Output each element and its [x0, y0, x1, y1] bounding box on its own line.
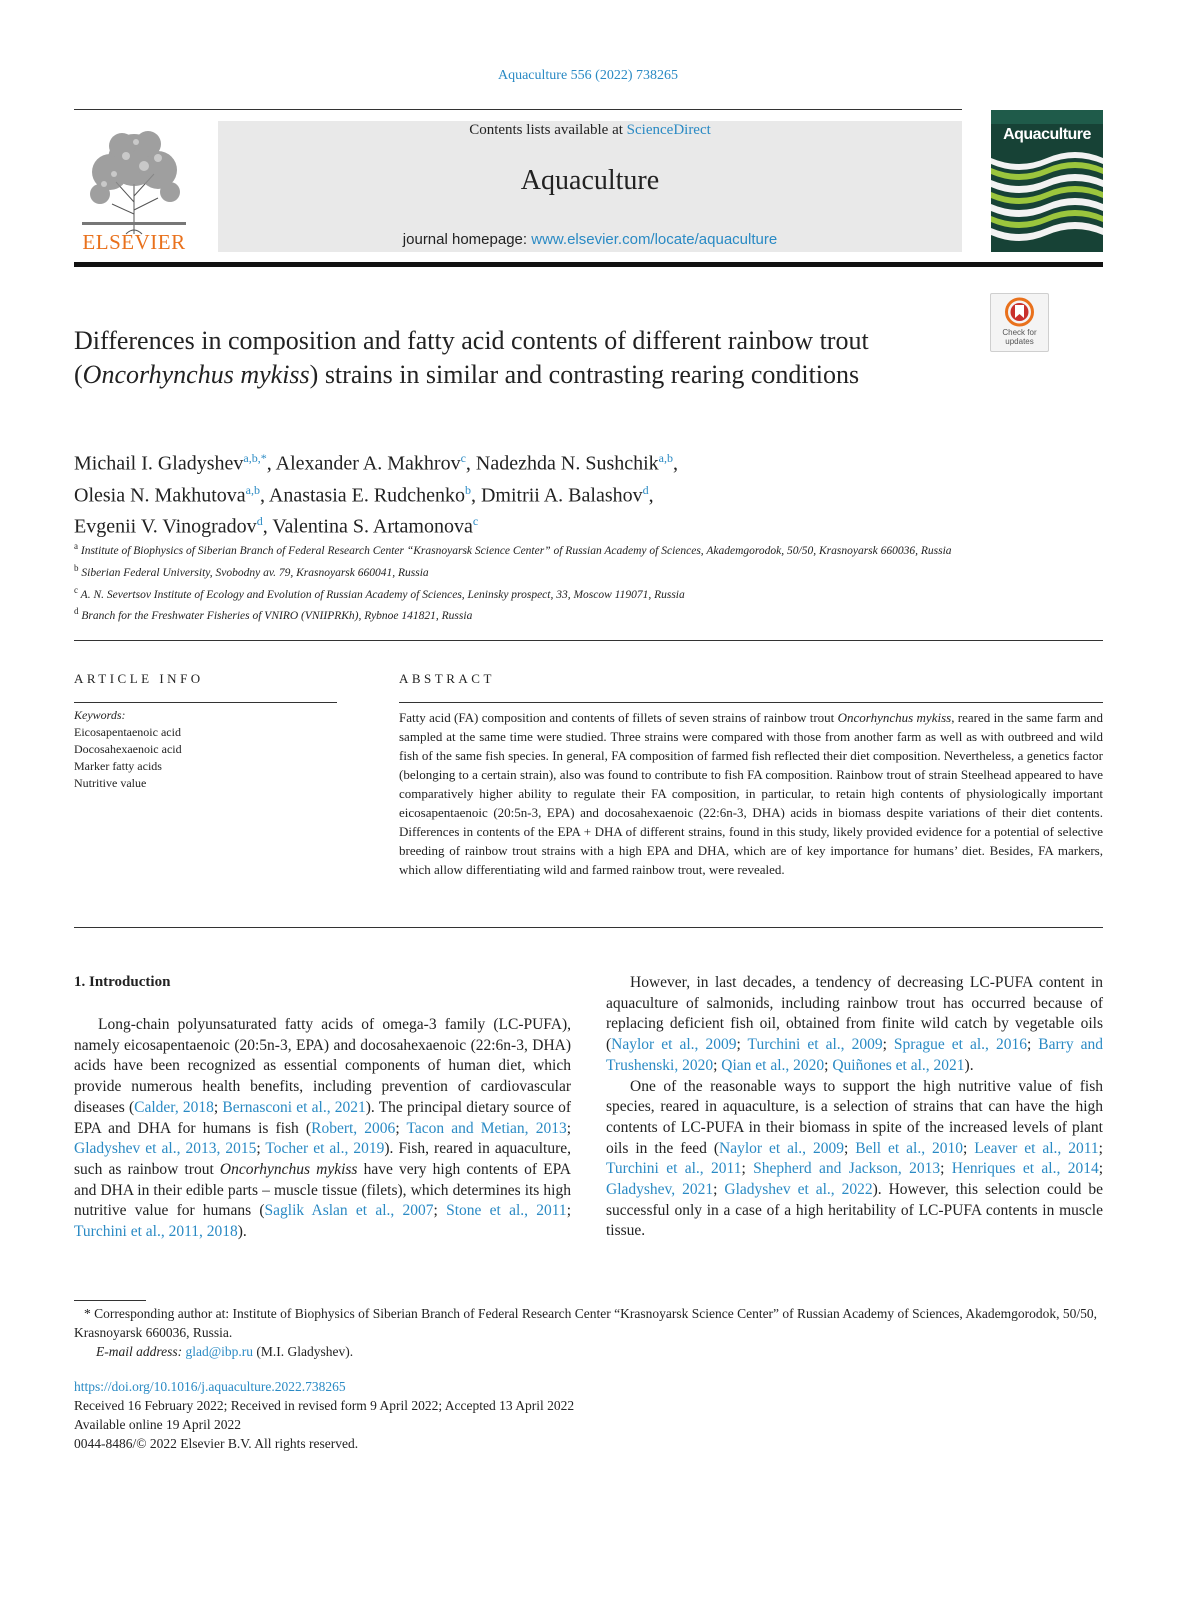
article-info-rule	[74, 702, 337, 703]
abstract-part-1: Fatty acid (FA) composition and contents of fillets of seven strains of rainbow trout	[399, 710, 838, 725]
author[interactable]: Evgenii V. Vinogradov	[74, 515, 257, 538]
text-run: ;	[433, 1202, 447, 1220]
affiliation-list	[74, 538, 954, 625]
contents-line	[218, 122, 962, 139]
author-affiliation-marker[interactable]: a,b	[658, 451, 673, 465]
right-column	[606, 973, 1103, 1242]
affiliation-label: b	[74, 562, 79, 573]
doi-link[interactable]: https://doi.org/10.1016/j.aquaculture.2022.738265	[74, 1379, 346, 1394]
text-run: ;	[566, 1119, 572, 1137]
citation-link[interactable]: Gladyshev, 2021	[606, 1181, 714, 1199]
article-title	[74, 324, 954, 392]
email-owner: (M.I. Gladyshev).	[256, 1344, 354, 1359]
left-column	[74, 1015, 571, 1243]
abstract-rule	[399, 702, 1103, 703]
author[interactable]: Alexander A. Makhrov	[275, 452, 461, 475]
keywords-label: Keywords:	[74, 708, 126, 722]
email-link[interactable]: glad@ibp.ru	[185, 1344, 254, 1359]
author[interactable]: Michail I. Gladyshev	[74, 452, 244, 475]
citation-link[interactable]: Naylor et al., 2009	[611, 1036, 737, 1054]
article-info-heading: ARTICLE INFO	[74, 671, 204, 686]
citation-link[interactable]: Bell et al., 2010	[855, 1139, 964, 1157]
footnote-star: *	[84, 1306, 91, 1321]
citation-link[interactable]: Saglik Aslan et al., 2007	[264, 1202, 434, 1220]
email-label: E-mail address:	[96, 1344, 183, 1359]
journal-cover[interactable]	[991, 110, 1103, 252]
author-affiliation-marker[interactable]: d	[256, 514, 263, 529]
header-thick-rule	[74, 262, 1103, 267]
affiliation-rule	[74, 640, 1103, 641]
author-list: Michail I. Gladyshev$^{a,b,*}$, Alexander A. Makhrov$^c$, Nadezhda N. Sushchik$^{a,b}$, Olesia N. Makhutova$^{a,b}$, Anastasia E. Rudchenko$^b$, Dmitrii A. Balashov$^d$, Evgenii V. Vinogradov$^d$, Valentina S. Artamonova$^c$	[74, 451, 678, 538]
homepage-prefix: journal homepage:	[402, 231, 532, 248]
abstract-text	[399, 708, 1103, 879]
keyword-item: Eicosapentaenoic acid	[74, 725, 181, 739]
author-affiliation-marker[interactable]: a,b,*	[243, 451, 267, 465]
elsevier-logo[interactable]	[74, 122, 194, 254]
publication-info	[74, 1377, 574, 1453]
cover-wave-icon	[991, 110, 1103, 252]
check-for-updates-badge[interactable]	[990, 293, 1049, 352]
abstract-heading: ABSTRACT	[399, 671, 495, 686]
affiliation-text: A. N. Severtsov Institute of Ecology and Evolution of Russian Academy of Sciences, Leninsky prospect, 33, Moscow 119071, Russia	[80, 588, 685, 601]
journal-reference[interactable]: Aquaculture 556 (2022) 738265	[497, 68, 679, 83]
text-run: ). Fish, reared in aquaculture, such as rainbow trout	[74, 1140, 572, 1178]
corresponding-author-footnote	[74, 1304, 1103, 1361]
text-run: ;	[882, 1036, 894, 1054]
citation-link[interactable]: Sprague et al., 2016	[893, 1036, 1027, 1054]
abstract-part-2: , reared in the same farm and sampled at the same time were studied. Three strains were compared with those from another farm as well as with outbreed and wild fish of the same fish species. In general, FA composition of farmed fish reflected their diet composition. Nevertheless, a genetics factor (belonging to a certain strain), also was found to contribute to fish FA composition. Rainbow trout of strain Steelhead appeared to have comparatively higher ability to regulate their FA composition, in particular, to retain high contents of physiologically important eicosapentaenoic (20:5n-3, EPA) and docosahexaenoic (22:6n-3, DHA) acids in biomass despite variations of their diet contents. Differences in contents of the EPA + DHA of different strains, found in this study, likely provided evidence for a potential of selective breeding of rainbow trout strains with a high EPA and DHA, which are of key importance for humans’ diet. Besides, FA markers, which allow differentiating wild and farmed rainbow trout, were revealed.	[399, 710, 1104, 877]
citation-link[interactable]: Qian et al., 2020	[721, 1056, 825, 1074]
journal-name: Aquaculture	[520, 165, 660, 196]
check-updates-icon	[991, 294, 1048, 328]
text-run: One of the reasonable ways to support the high nutritive value of fish species, reared in aquaculture, is a selection of strains that can have the high contents of LC-PUFA in their biomass in spite of the increased levels of plant oils in the feed (	[606, 1077, 1103, 1157]
text-run: ;	[963, 1139, 975, 1157]
text-run: ).	[237, 1223, 247, 1241]
citation-link[interactable]: Stone et al., 2011	[446, 1202, 567, 1220]
sciencedirect-link[interactable]: ScienceDirect	[626, 122, 711, 138]
title-species: Oncorhynchus mykiss	[82, 360, 310, 389]
title-part-2: ) strains in similar and contrasting rearing conditions	[309, 360, 860, 389]
text-run: ;	[256, 1140, 266, 1158]
citation-link[interactable]: Turchini et al., 2009	[747, 1036, 883, 1054]
available-online: Available online 19 April 2022	[74, 1417, 241, 1432]
affiliation-item	[74, 560, 954, 582]
footnote-corresponding	[74, 1304, 1103, 1342]
section-heading-introduction: 1. Introduction	[74, 974, 171, 990]
abstract-bottom-rule	[74, 927, 1103, 928]
citation-link[interactable]: Turchini et al., 2011, 2018	[74, 1223, 238, 1241]
citation-link[interactable]: Bernasconi et al., 2021	[222, 1098, 366, 1116]
citation-link[interactable]: Leaver et al., 2011	[974, 1139, 1099, 1157]
citation-link[interactable]: Turchini et al., 2011	[606, 1160, 742, 1178]
author[interactable]: Olesia N. Makhutova	[74, 484, 246, 507]
text-run: ;	[395, 1119, 407, 1137]
keyword-item: Nutritive value	[74, 776, 147, 790]
text-run: ;	[741, 1160, 754, 1178]
affiliation-item	[74, 582, 954, 604]
citation-link[interactable]: Shepherd and Jackson, 2013	[753, 1160, 941, 1178]
text-run: ;	[824, 1056, 833, 1074]
elsevier-wordmark: ELSEVIER	[82, 230, 186, 254]
footnote-email-line	[74, 1342, 1103, 1361]
paragraph	[606, 1077, 1103, 1243]
footnote-rule	[74, 1300, 146, 1301]
citation-link[interactable]: Gladyshev et al., 2022	[724, 1181, 873, 1199]
citation-link[interactable]: Quiñones et al., 2021	[832, 1056, 965, 1074]
affiliation-label: d	[74, 606, 79, 617]
affiliation-item	[74, 603, 954, 625]
text-run: have very high contents of EPA and DHA in their edible parts – muscle tissue (filets), which determines its high nutritive value for humans (	[74, 1160, 571, 1220]
text-run: However, in last decades, a tendency of decreasing LC-PUFA content in aquaculture of salmonids, including rainbow trout has occurred because of replacing deficient fish oil, obtained from finite wild catch by vegetable oils (	[606, 974, 1103, 1054]
citation-link[interactable]: Henriques et al., 2014	[951, 1160, 1099, 1178]
text-run: ;	[940, 1160, 952, 1178]
text-run: ;	[1098, 1160, 1104, 1178]
text-run: ).	[964, 1056, 974, 1074]
text-run: ;	[566, 1202, 571, 1220]
citation-link[interactable]: Naylor et al., 2009	[719, 1139, 844, 1157]
author-affiliation-marker[interactable]: c	[460, 451, 466, 465]
citation-link[interactable]: Gladyshev et al., 2013, 2015	[74, 1140, 257, 1158]
text-run: ;	[713, 1056, 722, 1074]
journal-banner	[218, 121, 962, 252]
footnote-text: Corresponding author at: Institute of Biophysics of Siberian Branch of Federal Research Center “Krasnoyarsk Science Center” of Russian Academy of Sciences, Akademgorodok, 50/50, Krasnoyarsk 660036, Russia.	[74, 1306, 1097, 1340]
keyword-item: Docosahexaenoic acid	[74, 742, 182, 756]
homepage-link[interactable]: www.elsevier.com/locate/aquaculture	[531, 231, 778, 248]
text-run: ;	[1026, 1036, 1039, 1054]
paragraph	[606, 973, 1103, 1077]
text-run: ;	[844, 1139, 856, 1157]
text-run: ;	[736, 1036, 748, 1054]
author[interactable]: Dmitrii A. Balashov	[480, 484, 643, 507]
title-part-1: Differences in composition and fatty acid contents of different rainbow trout (	[74, 326, 869, 389]
affiliation-label: c	[74, 584, 78, 595]
text-run: Long-chain polyunsaturated fatty acids of omega-3 family (LC-PUFA), namely eicosapentaenoic (20:5n-3, EPA) and docosahexaenoic (22:6n-3, DHA) acids have been recognized as essential components of human diet, which provide numerous health benefits, including prevention of cardiovascular diseases (	[74, 1016, 571, 1116]
homepage-line	[218, 231, 962, 248]
text-run: ). The principal dietary source of EPA and DHA for humans is fish (	[74, 1098, 571, 1137]
contents-prefix: Contents lists available at	[469, 122, 627, 138]
copyright: 0044-8486/© 2022 Elsevier B.V. All rights reserved.	[74, 1436, 359, 1451]
author-affiliation-marker[interactable]: c	[472, 514, 479, 529]
citation-link[interactable]: Tacon and Metian, 2013	[406, 1119, 567, 1137]
citation-link[interactable]: Barry and Trushenski, 2020	[606, 1036, 1104, 1074]
affiliation-text: Institute of Biophysics of Siberian Branch of Federal Research Center “Krasnoyarsk Science Center” of Russian Academy of Sciences, Akademgorodok, 50/50, Krasnoyarsk 660036, Russia	[80, 544, 952, 557]
author-affiliation-marker[interactable]: b	[464, 482, 471, 497]
author[interactable]: Valentina S. Artamonova	[272, 515, 473, 538]
keyword-item: Marker fatty acids	[74, 759, 162, 773]
citation-link[interactable]: Robert, 2006	[311, 1119, 396, 1137]
author[interactable]: Nadezhda N. Sushchik	[475, 452, 659, 475]
affiliation-text: Branch for the Freshwater Fisheries of VNIRO (VNIIPRKh), Rybnoe 141821, Russia	[81, 610, 473, 623]
paragraph	[74, 1015, 571, 1243]
text-run: ;	[213, 1098, 223, 1116]
text-run: ;	[1098, 1139, 1103, 1157]
citation-link[interactable]: Tocher et al., 2019	[265, 1140, 385, 1158]
citation-link[interactable]: Calder, 2018	[134, 1098, 214, 1116]
author-affiliation-marker[interactable]: a,b	[245, 482, 260, 497]
affiliation-item	[74, 538, 954, 560]
affiliation-label: a	[74, 541, 78, 551]
author[interactable]: Anastasia E. Rudchenko	[268, 484, 465, 507]
header-rule	[74, 109, 962, 110]
affiliation-text: Siberian Federal University, Svobodny av. 79, Krasnoyarsk 660041, Russia	[81, 566, 429, 579]
species-name: Oncorhynchus mykiss	[219, 1160, 358, 1178]
text-run: ). However, this selection could be successful only in a case of a high heritability of LC-PUFA contents in muscle tissue.	[606, 1181, 1103, 1240]
text-run: ;	[713, 1181, 725, 1199]
received-dates: Received 16 February 2022; Received in revised form 9 April 2022; Accepted 13 April 2022	[74, 1398, 575, 1413]
check-updates-label: Check for updates	[1002, 328, 1037, 346]
abstract-species: Oncorhynchus mykiss	[837, 710, 952, 725]
keywords-block	[74, 707, 182, 792]
author-affiliation-marker[interactable]: d	[642, 482, 649, 497]
cover-title: Aquaculture	[1003, 126, 1091, 143]
